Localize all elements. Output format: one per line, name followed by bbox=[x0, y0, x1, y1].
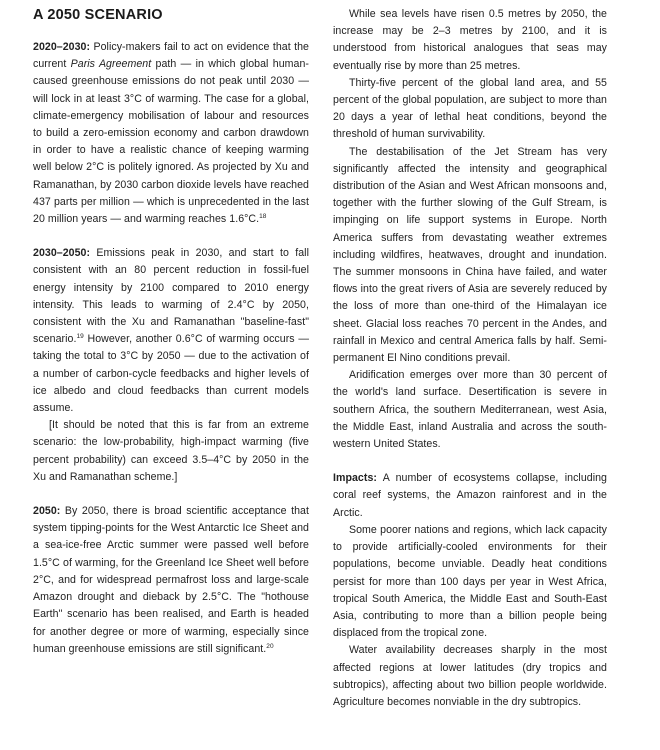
paris-agreement-emphasis: Paris Agreement bbox=[70, 58, 152, 71]
footnote-ref[interactable]: 20 bbox=[266, 642, 274, 650]
page-title: A 2050 SCENARIO bbox=[33, 7, 163, 23]
period-label: 2030–2050: bbox=[33, 247, 91, 260]
paragraph-water: Water availability decreases sharply in the most affected regions at lower latitudes (dry tropics and subtropics), affecting about two billion people worldwide. Agriculture becomes nonviable in the dry subtropics. bbox=[333, 644, 607, 708]
paragraph-2050: 2050: By 2050, there is broad scientific acceptance that system tipping-points for the West Antarctic Ice Sheet and a sea-ice-free Arctic summer were passed well before 1.5°C of warming, for the Greenland Ice Sheet well before 2°C, and for widespread permafrost loss and large-scale Amazon drought and dieback by 2.5°C. The "hothouse Earth" scenario has been realised, and Earth is headed for another degree or more of warming, especially since human greenhouse emissions are still significant.$^{20}$ bbox=[33, 505, 309, 655]
paragraph-2020-2030: 2020–2030: Policy-makers fail to act on evidence that the current Paris Agreement path — in which global human-caused greenhouse emissions do not peak until 2030 — will lock in at least 3°C of warming. The case for a global, climate-emergency mobilisation of labour and resources to build a zero-emission economy and carbon drawdown in order to have a realistic chance of keeping warming well below 2°C is politely ignored. As projected by Xu and Ramanathan, by 2030 carbon dioxide levels have reached 437 parts per million — which is unprecedented in the last 20 million years — and warming reaches 1.6°C.$^{18}$ bbox=[33, 41, 309, 226]
paragraph-jet-stream: The destabilisation of the Jet Stream has very significantly affected the intensity and geographical distribution of the Asian and West African monsoons and, together with the further slowing of the Gulf Stream, is impinging on life support systems in Europe. North America suffers from devastating weather extremes including wildfires, heatwaves, drought and inundation. The summer monsoons in China have failed, and water flows into the great rivers of Asia are severely reduced by the loss of more than one-third of the Himalayan ice sheet. Glacial loss reaches 70 percent in the Andes, and rainfall in Mexico and central America falls by half. Semi-permanent El Nino conditions prevail. bbox=[333, 145, 607, 365]
paragraph-impacts: Impacts: A number of ecosystems collapse, including coral reef systems, the Amazon rainforest and in the Arctic. bbox=[333, 472, 607, 519]
right-column bbox=[333, 6, 607, 711]
paragraph-aridification: Aridification emerges over more than 30 percent of the world's land surface. Desertification is severe in southern Africa, the southern Mediterranean, west Asia, the Middle East, inland Australia and across the south-western United States. bbox=[333, 369, 607, 451]
paragraph-note: [It should be noted that this is far from an extreme scenario: the low-probability, high-impact warming (five percent probability) can exceed 3.5–4°C by 2050 in the Xu and Ramanathan scheme.] bbox=[33, 419, 309, 483]
paragraph-sea-levels: While sea levels have risen 0.5 metres by 2050, the increase may be 2–3 metres by 2100, and it is understood from historical analogues that seas may eventually rise by more than 25 metres. bbox=[333, 8, 607, 72]
period-label: 2020–2030: bbox=[33, 41, 91, 53]
paragraph-poorer-nations: Some poorer nations and regions, which lack capacity to provide artificially-cooled environments for their populations, become unviable. Deadly heat conditions persist for more than 100 days per year in West Africa, tropical South America, the Middle East and South-East Asia, contributing to more than a billion people being displaced from the tropical zone. bbox=[333, 523, 607, 640]
paragraph-2030-2050: 2030–2050: Emissions peak in 2030, and start to fall consistent with an 80 percent reduction in fossil-fuel energy intensity by 2100 compared to 2010 energy intensity. This leads to warming of 2.4°C by 2050, consistent with the Xu and Ramanathan "baseline-fast" scenario.$^{19}$ However, another 0.6°C of warming occurs — taking the total to 3°C by 2050 — due to the activation of a number of carbon-cycle feedbacks and higher levels of ice albedo and cloud feedbacks than current models assume. bbox=[33, 247, 309, 415]
paragraph-heat: Thirty-five percent of the global land area, and 55 percent of the global population, are subject to more than 20 days a year of lethal heat conditions, beyond the threshold of human survivability. bbox=[333, 76, 607, 141]
left-column bbox=[33, 6, 309, 658]
impacts-label: Impacts: bbox=[333, 472, 377, 485]
footnote-ref[interactable]: 18 bbox=[259, 213, 267, 221]
footnote-ref[interactable]: 19 bbox=[76, 333, 84, 341]
period-label: 2050: bbox=[33, 505, 61, 518]
